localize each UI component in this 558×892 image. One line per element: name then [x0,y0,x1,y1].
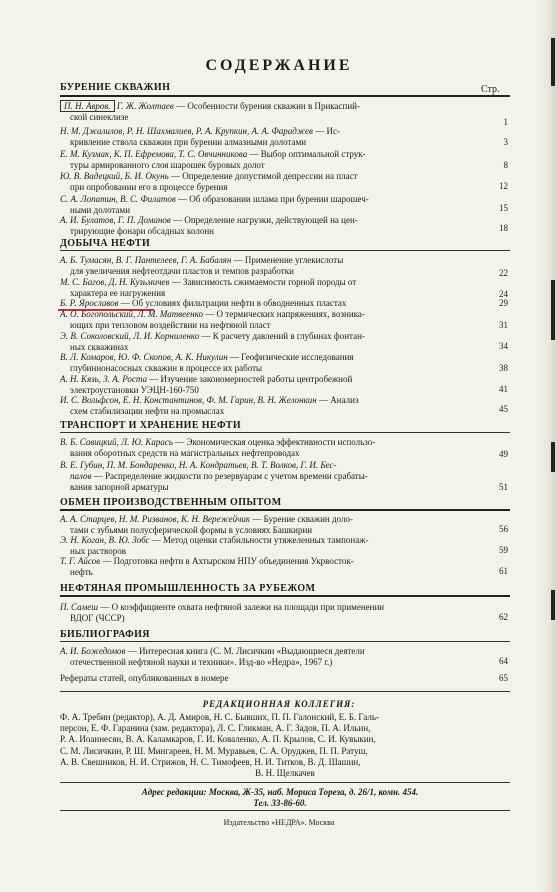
boxed-author: П. Н. Авров. [60,100,115,112]
toc-entry[interactable]: Е. М. Кузмак, К. П. Ефремова, Т. С. Овчинникова — Выбор оптимальной струк- туры армированного слоя шарошек буровых долот [60,149,366,170]
page-number: 12 [499,181,508,191]
section-heading: НЕФТЯНАЯ ПРОМЫШЛЕННОСТЬ ЗА РУБЕЖОМ [60,583,316,594]
toc-entry[interactable]: А. А. Старцев, Н. М. Ризванов, К. Н. Вережейчик — Бурение скважин доло- тами с зубьями полусферической формы в условиях Башкирии [60,514,353,535]
section-heading: ДОБЫЧА НЕФТИ [60,238,151,249]
page-number: 29 [499,298,508,308]
toc-entry[interactable]: П. Самеш — О коэффициенте охвата нефтяной залежи на площади при применении ВДОГ (ЧССР) [60,602,385,623]
publisher-line: Издательство «НЕДРА». Москва [223,818,335,827]
editorial-board-list: Ф. А. Требин (редактор), А. Д. Амиров, Н. С. Бывших, П. П. Галонский, Е. Б. Галь- персон, Е. Ф. Гаранина (зам. редактора), Л. С. Гликман, А. Г. Задов, П. А. Ильин, Р. А. Иоаннесян, В. А. Каламкаров, Г. И. Коваленко, А. П. Крылов, С. И. Кувыкин, С. М. Лисичкин, Р. Ш. Мингареев, Н. М. Муравьев, С. А. Оруджев, П. П. Ратуш, А. В. Свешников, Н. И. Стрижов, Н. С. Тимофеев, Н. И. Титков, В. Д. Шашин, В. Н. Щелкачев [60,712,380,779]
page-number: 1 [503,117,508,127]
abstracts-entry[interactable]: Рефераты статей, опубликованных в номере [60,673,229,683]
page-number: 45 [499,404,508,414]
section-rule [60,432,510,433]
editorial-board-title: РЕДАКЦИОННАЯ КОЛЛЕГИЯ: [202,699,356,709]
section-rule [60,250,510,251]
section-heading: БУРЕНИЕ СКВАЖИН [60,82,171,93]
divider [60,691,510,692]
section-heading: БИБЛИОГРАФИЯ [60,629,150,640]
toc-entry[interactable]: Б. Р. Ярославов — Об условиях фильтрации нефти в обводненных пластах [60,298,347,308]
page-number: 31 [499,320,508,330]
page-number: 34 [499,341,508,351]
edge-mark [551,590,555,620]
page-number: 41 [499,384,508,394]
page-number: 51 [499,482,508,492]
section-heading: ТРАНСПОРТ И ХРАНЕНИЕ НЕФТИ [60,420,242,431]
section-rule [60,95,510,97]
page-number: 8 [503,160,508,170]
page-number: 18 [499,223,508,233]
toc-entry[interactable]: С. А. Лопатин, В. С. Филатов — Об образовании шлама при бурении шарошеч- ными долотами [60,194,369,215]
toc-entry[interactable]: И. С. Вольфсон, Е. Н. Константинов, Ф. М. Гарин, В. Н. Желонкин — Анализ схем стабилизации нефти на промыслах [60,395,359,416]
editorial-address: Адрес редакции: Москва, Ж-35, наб. Мориса Тореза, д. 26/1, комн. 454. Тел. 33-86-60. [141,787,419,808]
toc-entry[interactable]: А. О. Богопольский, Л. М. Матвеенко — О термических напряжениях, возника- ющих при тепловом воздействии на нефтяной пласт [60,309,365,330]
page-number: 3 [503,137,508,147]
toc-entry[interactable]: Ю. В. Вадецкий, Б. И. Окунь — Определение допустимой депрессии на пласт при опробовании его в процессе бурения [60,171,358,192]
page-number: 22 [499,268,508,278]
page-number: 56 [499,524,508,534]
section-heading: ОБМЕН ПРОИЗВОДСТВЕННЫМ ОПЫТОМ [60,497,282,508]
page-number: 15 [499,203,508,213]
page-number: 49 [499,449,508,459]
page-column-label: Стр. [481,84,500,95]
page-number: 65 [499,673,508,683]
page-number: 62 [499,612,508,622]
toc-entry[interactable]: М. С. Багов, Д. Н. Кузьмичев — Зависимость сжимаемости горной породы от характера ее нагружения [60,277,357,298]
toc-entry[interactable]: А. Б. Тумасян, В. Г. Пантелеев, Г. А. Бабалян — Применение углекислоты для увеличения нефтеотдачи пластов и темпов разработки [60,255,344,276]
section-rule [60,641,510,642]
toc-entry[interactable]: А. И. Булатов, Г. П. Доманов — Определение нагрузки, действующей на цен- трирующие фонари обсадных колонн [60,215,358,236]
page-number: 24 [499,289,508,299]
toc-entry[interactable]: Н. М. Джалилов, Р. Н. Шахмалиев, Р. А. Крупкин, А. А. Фараджев — Ис- кривление ствола скважин при бурении алмазными долотами [60,126,340,147]
toc-entry[interactable]: А. И. Божедомов — Интересная книга (С. М. Лисичкин «Выдающиеся деятели отечественной нефтяной науки и техники». Изд-во «Недра», 1967 г.) [60,646,365,667]
edge-mark [551,280,555,340]
toc-entry[interactable]: В. Л. Комаров, Ю. Ф. Скопов, А. К. Никулин — Геофизические исследования глубиннонасосных скважин в процессе их работы [60,352,354,373]
toc-entry[interactable]: П. Н. Авров. Г. Ж. Жолтаев — Особенности бурения скважин в Прикаспий- ской синеклизе [60,101,472,123]
toc-entry[interactable]: В. Е. Губин, П. М. Бондаренко, Н. А. Кондратьев, В. Т. Волков, Г. И. Бес- палов — Распределение жидкости по резервуарам с учетом времени срабаты- вания запорной арматуры [60,460,368,492]
edge-mark [551,442,555,472]
page-number: 38 [499,363,508,373]
toc-entry[interactable]: А. Н. Кязь, З. А. Роста — Изучение закономерностей работы центробежной электроустановки УЭЦН-160-750 [60,374,353,395]
toc-entry[interactable]: В. Б. Савицкий, Л. Ю. Карась — Экономическая оценка эффективности использо- вания оборотных средств на магистральных нефтепроводах [60,437,376,458]
page-title: СОДЕРЖАНИЕ [205,57,353,74]
page-number: 59 [499,545,508,555]
divider [60,782,510,783]
toc-entry[interactable]: Э. Н. Коган, В. Ю. Зобс — Метод оценки стабильности утяжеленных тампонаж- ных растворов [60,535,369,556]
toc-entry[interactable]: Э. В. Соколовский, Л. И. Корниленко — К расчету давлений в глубинах фонтан- ных скважинах [60,331,365,352]
section-rule [60,509,510,511]
page-number: 64 [499,656,508,666]
section-rule [60,595,510,597]
toc-entry[interactable]: Т. Г. Айсов — Подготовка нефти в Ахтырском НПУ объединения Укрвосток- нефть [60,556,354,577]
page-number: 61 [499,566,508,576]
divider [60,810,510,811]
